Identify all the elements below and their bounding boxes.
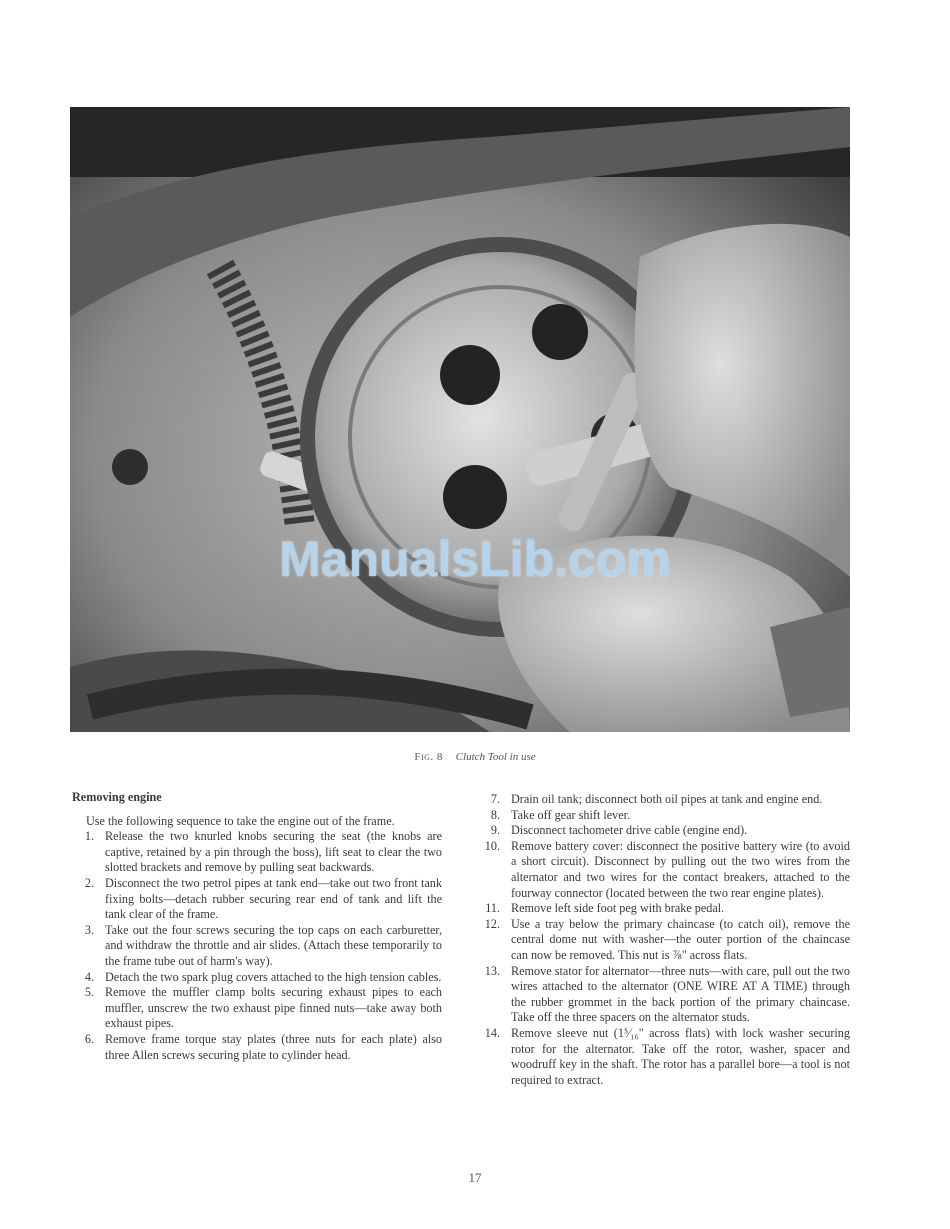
step-number: 1. bbox=[84, 829, 94, 844]
step-text: Disconnect the two petrol pipes at tank end—take out two front tank fixing bolts—detach rubber securing rear end of tank and lift the tank clear of the frame. bbox=[105, 875, 442, 922]
step-text: Remove stator for alternator—three nuts—with care, pull out the two wires attached to the alternator (ONE WIRE AT A TIME) through the rubber grommet in the back portion of the primary chaincase. Take off the three spacers on the alternator studs. bbox=[511, 963, 850, 1025]
step-text: Drain oil tank; disconnect both oil pipes at tank and engine end. bbox=[511, 792, 823, 806]
step-text: Detach the two spark plug covers attached to the high tension cables. bbox=[105, 969, 442, 984]
figure-label: Fig. 8 bbox=[414, 751, 443, 763]
steps-list-right bbox=[478, 792, 850, 1088]
step-item bbox=[478, 1026, 850, 1088]
step-text: Remove the muffler clamp bolts securing exhaust pipes to each muffler, unscrew the two exhaust pipe finned nuts—take away both exhaust pipes. bbox=[105, 985, 442, 1031]
step-text: Remove frame torque stay plates (three nuts for each plate) also three Allen screws securing plate to cylinder head. bbox=[105, 1031, 442, 1062]
step-number: 14. bbox=[484, 1025, 500, 1040]
left-column bbox=[72, 790, 442, 1063]
step-text: Take out the four screws securing the top caps on each carburetter, and withdraw the throttle and air slides. (Attach these temporarily to the frame tube out of harm's way). bbox=[105, 922, 442, 968]
step-item bbox=[72, 985, 442, 1032]
step-item bbox=[72, 876, 442, 923]
step-number: 5. bbox=[84, 985, 94, 1000]
step-text: Disconnect tachometer drive cable (engine end). bbox=[511, 823, 748, 838]
step-text: Remove battery cover: disconnect the positive battery wire (to avoid a short circuit). Disconnect by pulling out the two wires from the alternator and two wires for the contact breakers, attached to the fourway connector (located between the two rear engine plates). bbox=[511, 838, 850, 900]
step-number: 9. bbox=[490, 823, 500, 838]
step-item bbox=[478, 792, 850, 808]
steps-list-left bbox=[72, 829, 442, 1063]
step-item bbox=[478, 839, 850, 901]
step-number: 7. bbox=[490, 792, 500, 806]
step-item bbox=[72, 1032, 442, 1063]
step-item bbox=[72, 970, 442, 986]
section-heading: Removing engine bbox=[72, 790, 162, 804]
step-item bbox=[478, 964, 850, 1026]
step-text: Release the two knurled knobs securing the seat (the knobs are captive, retained by a pin through the boss), lift seat to clear the two slotted brackets and remove by pulling seat backwards. bbox=[105, 829, 442, 875]
step-number: 13. bbox=[484, 963, 500, 978]
step-text: Remove left side foot peg with brake pedal. bbox=[511, 901, 725, 916]
section-intro: Use the following sequence to take the engine out of the frame. bbox=[86, 813, 395, 828]
figure-caption bbox=[0, 751, 950, 763]
figure-title: Clutch Tool in use bbox=[455, 751, 536, 763]
right-column bbox=[478, 792, 850, 1088]
step-item bbox=[478, 823, 850, 839]
step-number: 2. bbox=[84, 875, 94, 890]
step-text: Use a tray below the primary chaincase (to catch oil), remove the central dome nut with washer—the outer portion of the chaincase can now be removed. This nut is ⅞" across flats. bbox=[511, 916, 850, 962]
step-item bbox=[478, 901, 850, 917]
step-item bbox=[72, 923, 442, 970]
step-number: 3. bbox=[84, 922, 94, 937]
step-number: 4. bbox=[84, 969, 94, 984]
step-text: Take off gear shift lever. bbox=[511, 807, 631, 822]
step-item bbox=[72, 829, 442, 876]
step-number: 10. bbox=[484, 838, 500, 853]
watermark: ManualsLib.com bbox=[279, 531, 671, 587]
step-item bbox=[478, 917, 850, 964]
step-text: Remove sleeve nut (1⁵⁄₁₆" across flats) with lock washer securing rotor for the alternator. Take off the rotor, washer, spacer and woodruff key in the shaft. The rotor has a parallel bore—a tool is not required to extract. bbox=[511, 1025, 850, 1087]
step-number: 12. bbox=[484, 916, 500, 931]
clutch-tool-photo bbox=[70, 107, 850, 732]
step-number: 6. bbox=[84, 1031, 94, 1046]
step-number: 11. bbox=[485, 901, 500, 916]
page-number: 17 bbox=[468, 1170, 482, 1185]
step-number: 8. bbox=[490, 807, 500, 822]
step-item bbox=[478, 808, 850, 824]
